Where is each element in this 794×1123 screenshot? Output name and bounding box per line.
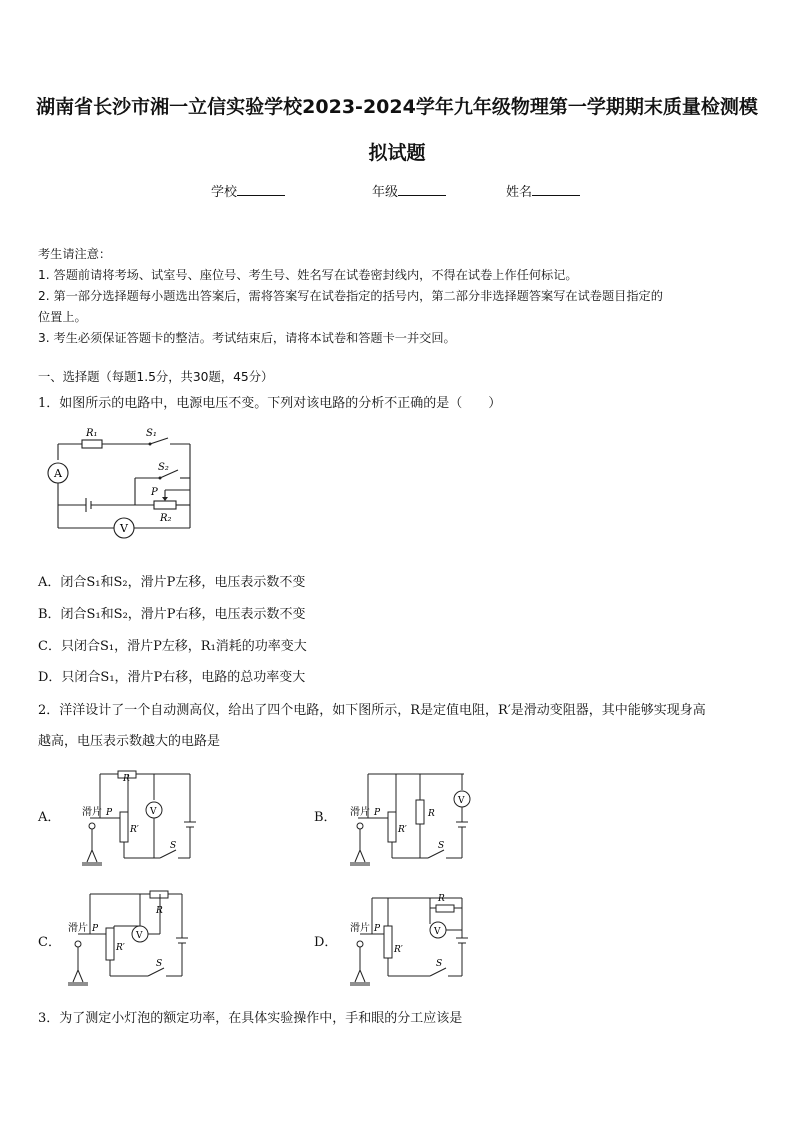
name-field[interactable] (506, 181, 580, 200)
svg-text:滑片: 滑片 (350, 923, 370, 934)
exam-notice (38, 244, 758, 349)
rheostat-r2-symbol (154, 501, 176, 509)
svg-text:滑片: 滑片 (68, 923, 88, 934)
q2-option-a-label[interactable]: A． (38, 810, 61, 825)
label-ammeter: A (54, 467, 62, 480)
svg-text:P: P (374, 924, 381, 934)
grade-blank[interactable] (398, 183, 446, 196)
svg-text:V: V (136, 931, 143, 941)
svg-text:R: R (156, 906, 163, 916)
svg-text:R′: R′ (116, 943, 125, 953)
label-s1: S₁ (146, 428, 157, 439)
notice-item: 2. 第一部分选择题每小题选出答案后，需将答案写在试卷指定的括号内，第二部分非选择题答案写在试卷题目指定的 (38, 289, 663, 303)
svg-text:P: P (92, 924, 99, 934)
label-p: P (151, 487, 158, 498)
section-heading: 一、选择题（每题1.5分，共30题，45分） (38, 370, 274, 384)
notice-item: 1. 答题前请将考场、试室号、座位号、考生号、姓名写在试卷密封线内，不得在试卷上作任何标记。 (38, 268, 578, 282)
student-info-fields (0, 181, 794, 201)
svg-text:R′: R′ (394, 945, 403, 955)
label-r1: R₁ (86, 428, 98, 439)
q2-option-b-label[interactable]: B． (314, 810, 337, 825)
svg-text:P: P (374, 808, 381, 818)
title-line-2: 拟试题 (368, 142, 426, 164)
svg-text:V: V (434, 927, 441, 937)
q2-stem-line-1: 2．洋洋设计了一个自动测高仪，给出了四个电路，如下图所示，R是定值电阻，R′是滑动变阻器，其中能够实现身高 (38, 703, 706, 718)
name-blank[interactable] (532, 183, 580, 196)
svg-text:S: S (436, 959, 443, 969)
school-field[interactable] (211, 181, 285, 200)
q2-diagram-c (64, 890, 200, 990)
q2-diagram-b (346, 770, 476, 870)
question-1-stem: 1．如图所示的电路中，电源电压不变。下列对该电路的分析不正确的是（ ） (38, 396, 502, 411)
slider-label: 滑片 (82, 807, 102, 818)
grade-label: 年级 (372, 185, 399, 200)
label-s2: S₂ (158, 462, 169, 473)
notice-item: 位置上。 (38, 310, 87, 324)
svg-text:R′: R′ (130, 825, 139, 835)
school-label: 学校 (211, 185, 238, 200)
label-r2: R₂ (160, 513, 172, 524)
svg-text:S: S (170, 841, 177, 851)
notice-item: 3. 考生必须保证答题卡的整洁。考试结束后，请将本试卷和答题卡一并交回。 (38, 331, 456, 345)
svg-text:R′: R′ (398, 825, 407, 835)
q2-diagram-a (78, 770, 208, 870)
svg-text:P: P (106, 808, 113, 818)
title-line-1: 湖南省长沙市湘一立信实验学校2023-2024学年九年级物理第一学期期末质量检测模 (36, 96, 758, 118)
q1-option-a[interactable]: A．闭合S₁和S₂，滑片P左移，电压表示数不变 (38, 575, 306, 590)
resistor-r1-symbol (82, 440, 102, 448)
svg-text:R: R (428, 809, 435, 819)
svg-text:S: S (438, 841, 445, 851)
svg-text:V: V (458, 796, 465, 806)
q1-option-c[interactable]: C．只闭合S₁，滑片P左移，R₁消耗的功率变大 (38, 639, 307, 654)
svg-text:R: R (123, 774, 130, 784)
exam-title (30, 84, 764, 176)
q1-option-d[interactable]: D．只闭合S₁，滑片P右移，电路的总功率变大 (38, 670, 306, 685)
q1-option-b[interactable]: B．闭合S₁和S₂，滑片P右移，电压表示数不变 (38, 607, 306, 622)
q2-option-c-label[interactable]: C． (38, 935, 61, 950)
question-1-circuit-diagram (40, 420, 210, 550)
name-label: 姓名 (506, 185, 533, 200)
svg-text:S: S (156, 959, 163, 969)
grade-field[interactable] (372, 181, 446, 200)
q2-diagram-d (346, 890, 476, 990)
svg-text:R: R (438, 894, 445, 904)
school-blank[interactable] (237, 183, 285, 196)
notice-heading: 考生请注意： (38, 247, 112, 261)
q2-stem-line-2: 越高，电压表示数越大的电路是 (38, 734, 221, 749)
q2-option-d-label[interactable]: D． (314, 935, 338, 950)
svg-text:滑片: 滑片 (350, 807, 370, 818)
question-2-stem (38, 695, 760, 757)
svg-text:V: V (150, 807, 157, 817)
question-3-stem: 3．为了测定小灯泡的额定功率，在具体实验操作中，手和眼的分工应该是 (38, 1011, 463, 1026)
label-voltmeter: V (120, 522, 128, 535)
